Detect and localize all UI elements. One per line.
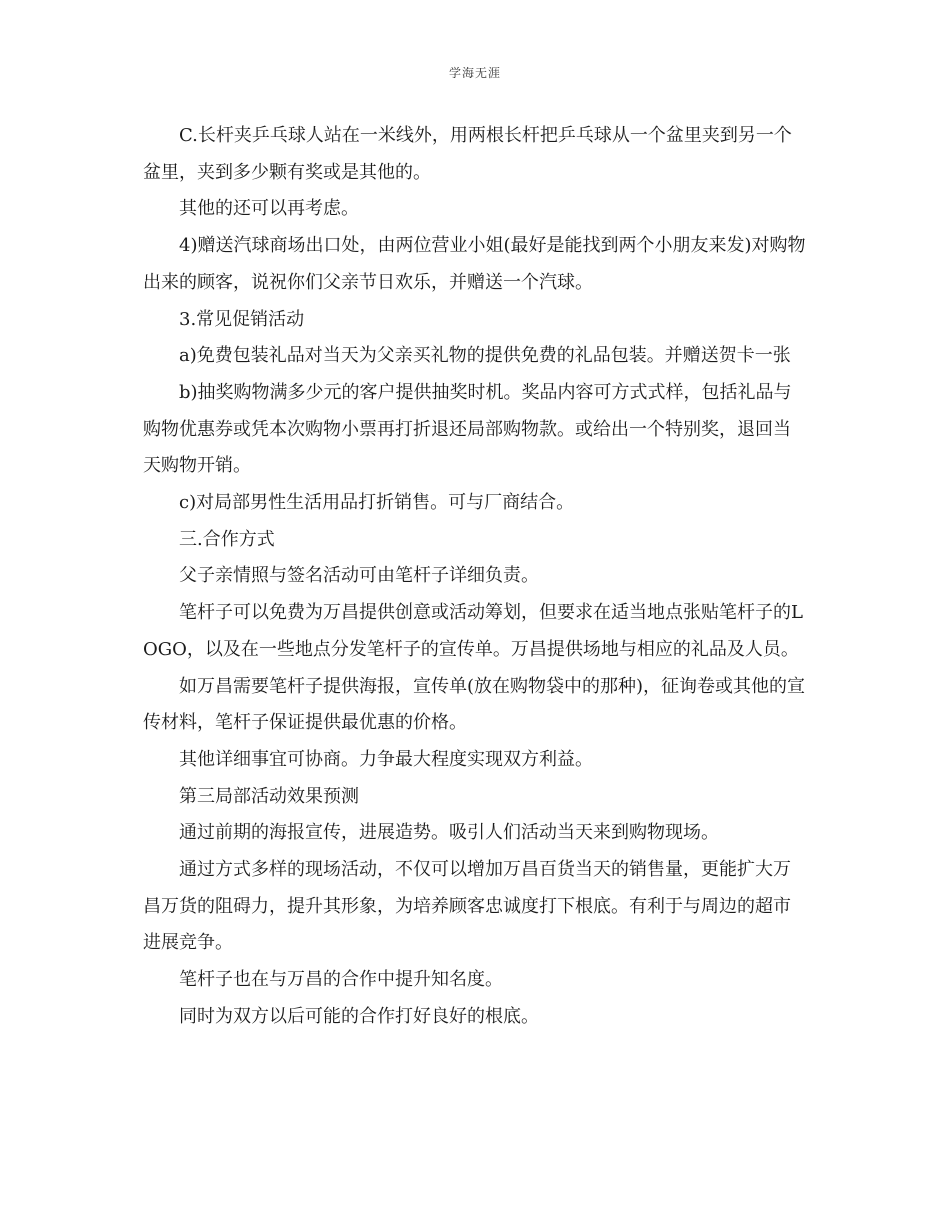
paragraph: 通过前期的海报宣传，进展造势。吸引人们活动当天来到购物现场。 xyxy=(179,822,719,844)
paragraph: 通过方式多样的现场活动，不仅可以增加万昌百货当天的销售量，更能扩大万昌万货的阻碍力，提升其形象，为培养顾客忠诚度打下根底。有利于与周边的超市进展竞争。 xyxy=(143,859,791,954)
paragraph: 其他的还可以再考虑。 xyxy=(179,198,359,220)
section-heading: 三.合作方式 xyxy=(179,528,275,550)
document-body xyxy=(143,118,808,1036)
paragraph: 笔杆子可以免费为万昌提供创意或活动筹划，但要求在适当地点张贴笔杆子的LOGO，以及在一些地点分发笔杆子的宣传单。万昌提供场地与相应的礼品及人员。 xyxy=(143,602,803,660)
page-header: 学海无涯 xyxy=(448,66,501,80)
paragraph: 笔杆子也在与万昌的合作中提升知名度。 xyxy=(179,969,503,991)
paragraph: 4)赠送汽球商场出口处，由两位营业小姐(最好是能找到两个小朋友来发)对购物出来的顾客，说祝你们父亲节日欢乐，并赠送一个汽球。 xyxy=(143,235,806,293)
paragraph: 其他详细事宜可协商。力争最大程度实现双方利益。 xyxy=(179,748,593,770)
paragraph: b)抽奖购物满多少元的客户提供抽奖时机。奖品内容可方式式样，包括礼品与购物优惠券或凭本次购物小票再打折退还局部购物款。或给出一个特别奖，退回当天购物开销。 xyxy=(143,381,792,477)
paragraph: 父子亲情照与签名活动可由笔杆子详细负责。 xyxy=(179,565,539,587)
paragraph: C.长杆夹乒乓球人站在一米线外，用两根长杆把乒乓球从一个盆里夹到另一个盆里，夹到多少颗有奖或是其他的。 xyxy=(143,125,792,183)
paragraph: 如万昌需要笔杆子提供海报，宣传单(放在购物袋中的那种)，征询卷或其他的宣传材料，笔杆子保证提供最优惠的价格。 xyxy=(143,675,806,734)
section-heading: 第三局部活动效果预测 xyxy=(179,785,359,807)
section-heading: 3.常见促销活动 xyxy=(179,308,305,330)
paragraph: 同时为双方以后可能的合作打好良好的根底。 xyxy=(179,1005,539,1027)
paragraph: c)对局部男性生活用品打折销售。可与厂商结合。 xyxy=(179,492,575,514)
paragraph: a)免费包装礼品对当天为父亲买礼物的提供免费的礼品包装。并赠送贺卡一张 xyxy=(179,345,791,367)
